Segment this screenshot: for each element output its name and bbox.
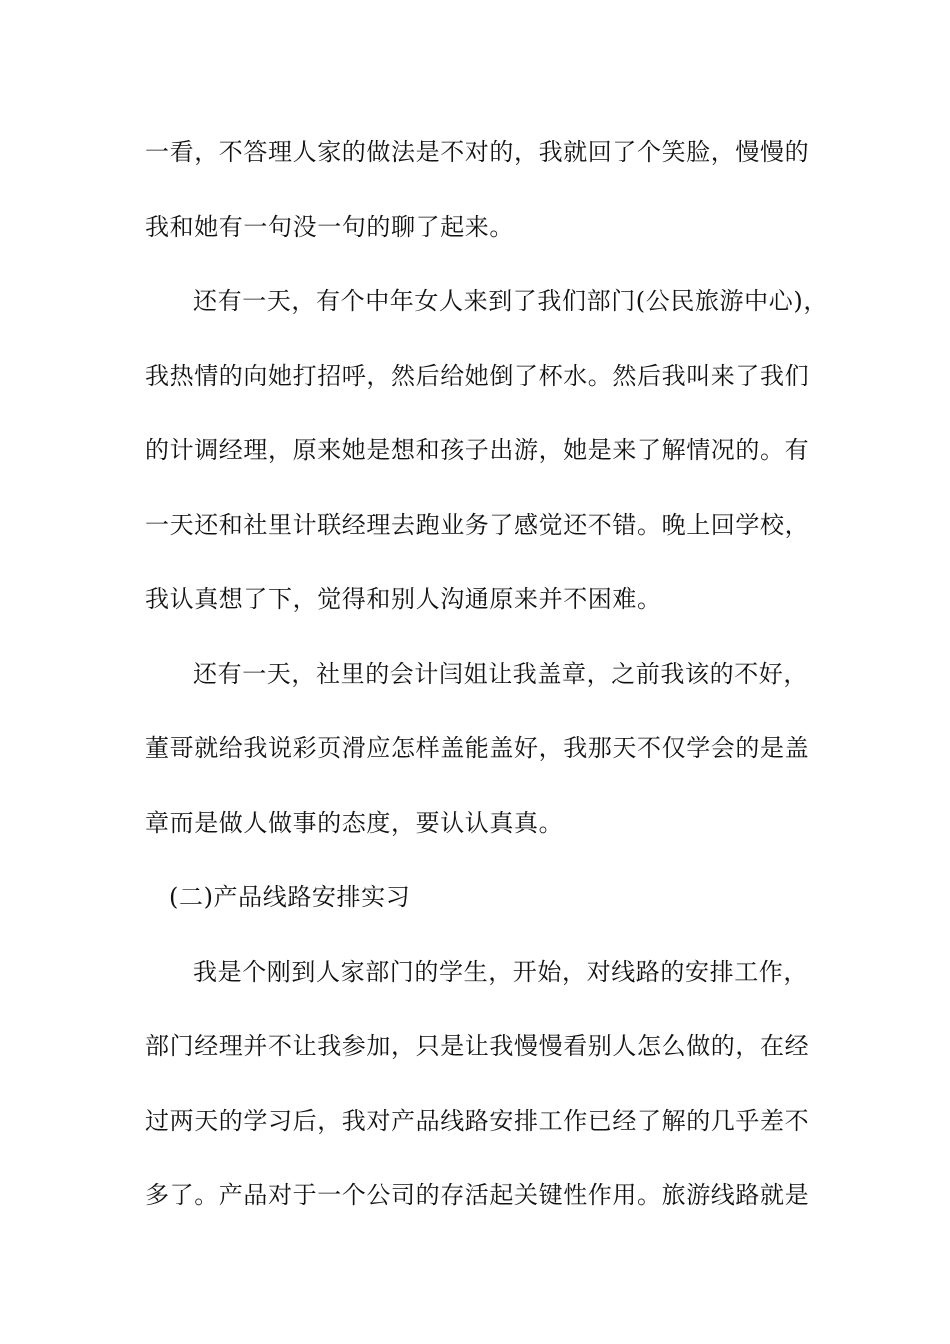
text-line: 部门经理并不让我参加，只是让我慢慢看别人怎么做的，在经 bbox=[145, 1032, 810, 1060]
paragraph-start-line: 还有一天，社里的会计闫姐让我盖章，之前我该的不好， bbox=[193, 659, 808, 688]
paragraph-start-line: 还有一天，有个中年女人来到了我们部门(公民旅游中心)， bbox=[193, 287, 828, 315]
text-line: 的计调经理，原来她是想和孩子出游，她是来了解情况的。有 bbox=[145, 436, 810, 464]
text-line: 我热情的向她打招呼，然后给她倒了杯水。然后我叫来了我们 bbox=[145, 361, 810, 390]
section-heading: (二)产品线路安排实习 bbox=[169, 883, 411, 911]
text-line: 董哥就给我说彩页滑应怎样盖能盖好，我那天不仅学会的是盖 bbox=[145, 734, 810, 762]
text-line: 我和她有一句没一句的聊了起来。 bbox=[145, 212, 514, 241]
text-line: 章而是做人做事的态度，要认认真真。 bbox=[145, 808, 564, 837]
text-line: 我认真想了下，觉得和别人沟通原来并不困难。 bbox=[145, 585, 662, 613]
text-line: 一看，不答理人家的做法是不对的，我就回了个笑脸，慢慢的 bbox=[145, 138, 810, 166]
text-line: 多了。产品对于一个公司的存活起关键性作用。旅游线路就是 bbox=[145, 1181, 810, 1209]
text-line: 过两天的学习后，我对产品线路安排工作已经了解的几乎差不 bbox=[145, 1106, 810, 1135]
document-body bbox=[145, 128, 828, 1246]
text-line: 一天还和社里计联经理去跑业务了感觉还不错。晚上回学校， bbox=[145, 510, 810, 539]
paragraph-start-line: 我是个刚到人家部门的学生，开始，对线路的安排工作， bbox=[193, 957, 808, 986]
